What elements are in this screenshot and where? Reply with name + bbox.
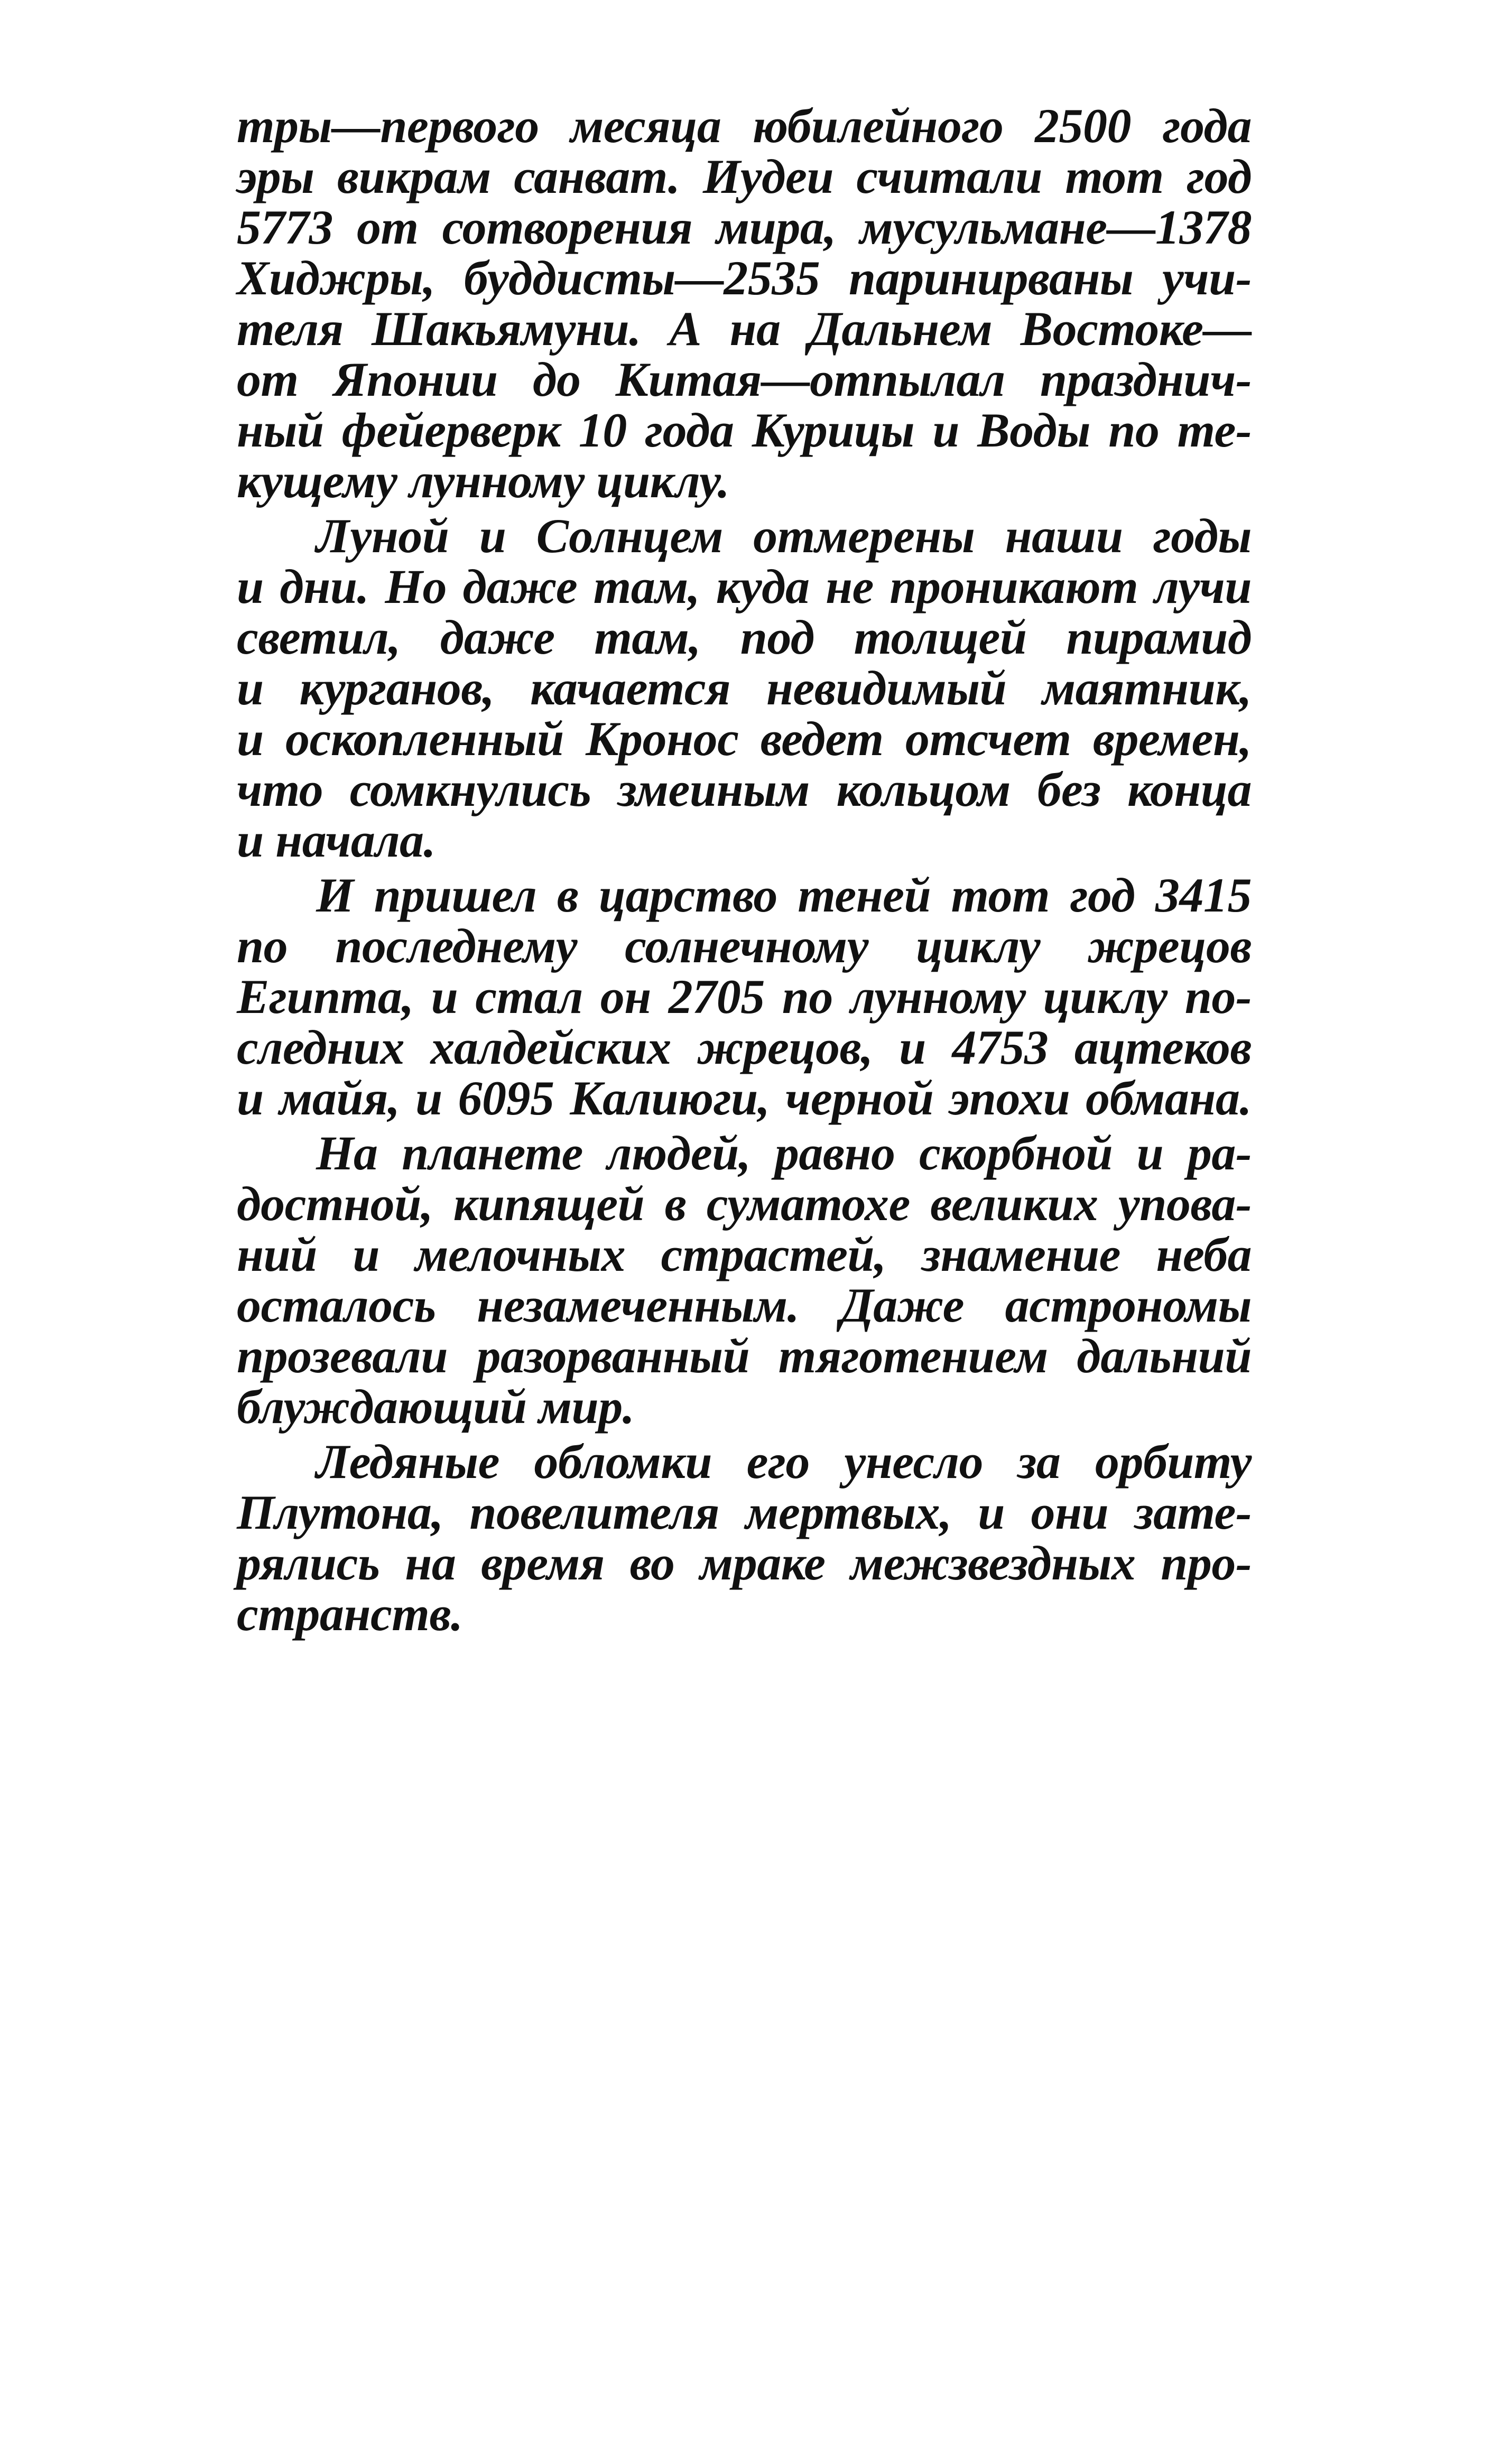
- text-line: эры викрам санват. Иудеи считали тот год: [237, 150, 1252, 203]
- text-line: блуждающий мир.: [237, 1380, 635, 1434]
- text-line: кущему лунному циклу.: [237, 454, 730, 508]
- text-line: рялись на время во мраке межзвездных про-: [237, 1536, 1252, 1590]
- text-line: следних халдейских жрецов, и 4753 ацтеков: [237, 1020, 1252, 1074]
- text-line: ний и мелочных страстей, знамение неба: [237, 1228, 1252, 1281]
- text-line: ный фейерверк 10 года Курицы и Воды по те-: [237, 403, 1252, 457]
- text-line: светил, даже там, под толщей пирамид: [237, 610, 1252, 664]
- text-line: И пришел в царство теней тот год 3415: [316, 868, 1252, 922]
- text-line: по последнему солнечному циклу жрецов: [237, 919, 1252, 973]
- text-line: достной, кипящей в суматохе великих упова-: [237, 1177, 1252, 1231]
- text-line: и майя, и 6095 Калиюги, черной эпохи обмана.: [237, 1071, 1252, 1125]
- text-line: и начала.: [237, 813, 436, 867]
- text-line: 5773 от сотворения мира, мусульмане—1378: [237, 200, 1252, 254]
- text-line: Египта, и стал он 2705 по лунному циклу по-: [237, 970, 1252, 1024]
- text-line: осталось незамеченным. Даже астрономы: [237, 1278, 1252, 1332]
- text-line: Плутона, повелителя мертвых, и они зате-: [237, 1485, 1252, 1539]
- text-line: и оскопленный Кронос ведет отсчет времен,: [237, 712, 1252, 766]
- text-line: странств.: [237, 1587, 463, 1641]
- text-line: прозевали разорванный тяготением дальний: [237, 1329, 1252, 1383]
- text-line: теля Шакьямуни. А на Дальнем Востоке—: [237, 302, 1252, 356]
- text-line: и курганов, качается невидимый маятник,: [237, 661, 1252, 715]
- text-line: Хиджры, буддисты—2535 паринирваны учи-: [237, 251, 1252, 305]
- text-line: Луной и Солнцем отмерены наши годы: [316, 509, 1252, 563]
- text-line: от Японии до Китая—отпылал празднич-: [237, 352, 1252, 406]
- text-line: тры—первого месяца юбилейного 2500 года: [237, 99, 1252, 153]
- text-line: На планете людей, равно скорбной и ра-: [316, 1126, 1252, 1180]
- text-line: и дни. Но даже там, куда не проникают лучи: [237, 560, 1252, 613]
- text-line: что сомкнулись змеиным кольцом без конца: [237, 763, 1252, 816]
- text-line: Ледяные обломки его унесло за орбиту: [316, 1435, 1252, 1489]
